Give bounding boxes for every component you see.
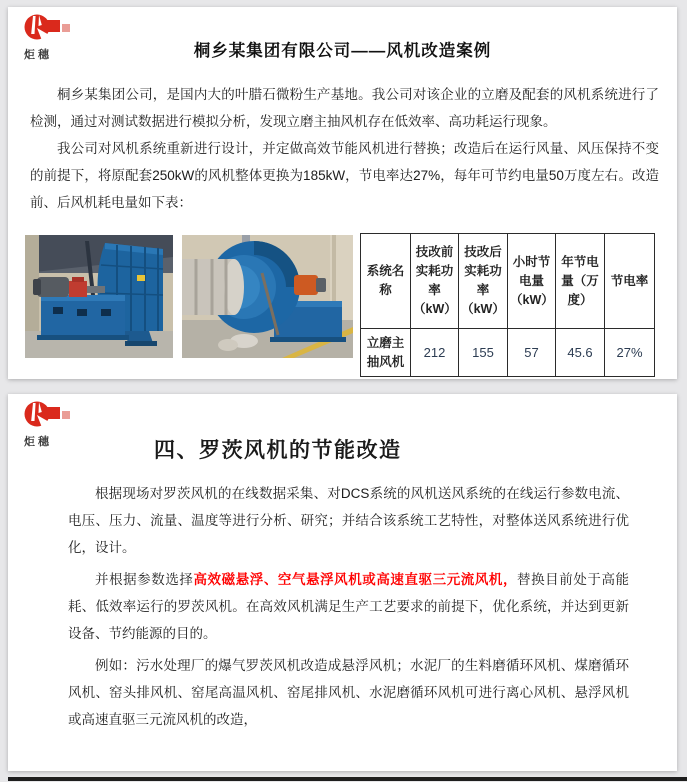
paragraph: 例如：污水处理厂的爆气罗茨风机改造成悬浮风机；水泥厂的生料磨循环风机、煤磨循环风机、窑头排风机、窑尾高温风机、窑尾排风机、水泥磨循环风机可进行离心风机、悬浮风机或高速直驱三元流风机的改造， <box>68 658 629 727</box>
logo-text: 炬穗 <box>24 436 52 448</box>
section-paragraphs <box>68 480 629 738</box>
page-title: 桐乡某集团有限公司——风机改造案例 <box>193 42 492 60</box>
value-cell: 27% <box>605 329 655 377</box>
paragraph-text: 并根据参数选择 <box>95 572 194 587</box>
table-header-cell: 技改前实耗功率（kW） <box>411 234 459 329</box>
value-cell: 57 <box>508 329 556 377</box>
value-cell: 155 <box>459 329 508 377</box>
table-header-cell: 技改后实耗功率（kW） <box>459 234 508 329</box>
energy-savings-table <box>360 233 655 377</box>
paragraph: 桐乡某集团公司，是国内大的叶腊石微粉生产基地。我公司对该企业的立磨及配套的风机系统进行了检测，通过对测试数据进行模拟分析，发现立磨主抽风机存在低效率、高功耗运行现象。 <box>30 87 659 129</box>
document-page-2 <box>8 394 677 771</box>
highlighted-fan-types: 高效磁悬浮、空气悬浮风机或高速直驱三元流风机， <box>193 572 518 587</box>
value-cell: 212 <box>411 329 459 377</box>
fan-photo-before <box>25 235 173 358</box>
logo-text: 炬穗 <box>24 49 52 61</box>
next-page-edge <box>8 777 687 781</box>
document-page-1 <box>8 7 677 379</box>
table-row <box>361 329 655 377</box>
table-header-cell: 节电率 <box>605 234 655 329</box>
paragraph-text: 替换目前处于高能耗、低效率运行的罗茨风机。在高效风机满足生产工艺要求的前提下，优化系统，并达到更新设备、节约能源的目的。 <box>68 572 630 641</box>
table-header-cell: 年节电量（万度） <box>556 234 605 329</box>
table-body <box>361 329 655 377</box>
paragraph <box>68 566 629 647</box>
value-cell: 45.6 <box>556 329 605 377</box>
intro-paragraphs <box>30 81 659 216</box>
paragraph: 根据现场对罗茨风机的在线数据采集、对DCS系统的风机送风系统的在线运行参数电流、电压、压力、流量、温度等进行分析、研究；并结合该系统工艺特性，对整体送风系统进行优化，设计。 <box>68 486 629 555</box>
table-header-cell: 系统名称 <box>361 234 411 329</box>
fan-photo-after <box>182 235 353 358</box>
section-heading: 四、罗茨风机的节能改造 <box>154 438 402 462</box>
paragraph: 我公司对风机系统重新进行设计，并定做高效节能风机进行替换；改造后在运行风量、风压保持不变的前提下，将原配套250kW的风机整体更换为185kW，节电率达27%，每年可节约电量50万度左右。改造前、后风机耗电量如下表： <box>30 141 659 210</box>
table-header-row <box>361 234 655 329</box>
system-name-cell: 立磨主抽风机 <box>361 329 411 377</box>
flame-logo-icon <box>24 400 74 430</box>
table-header-cell: 小时节电量（kW） <box>508 234 556 329</box>
